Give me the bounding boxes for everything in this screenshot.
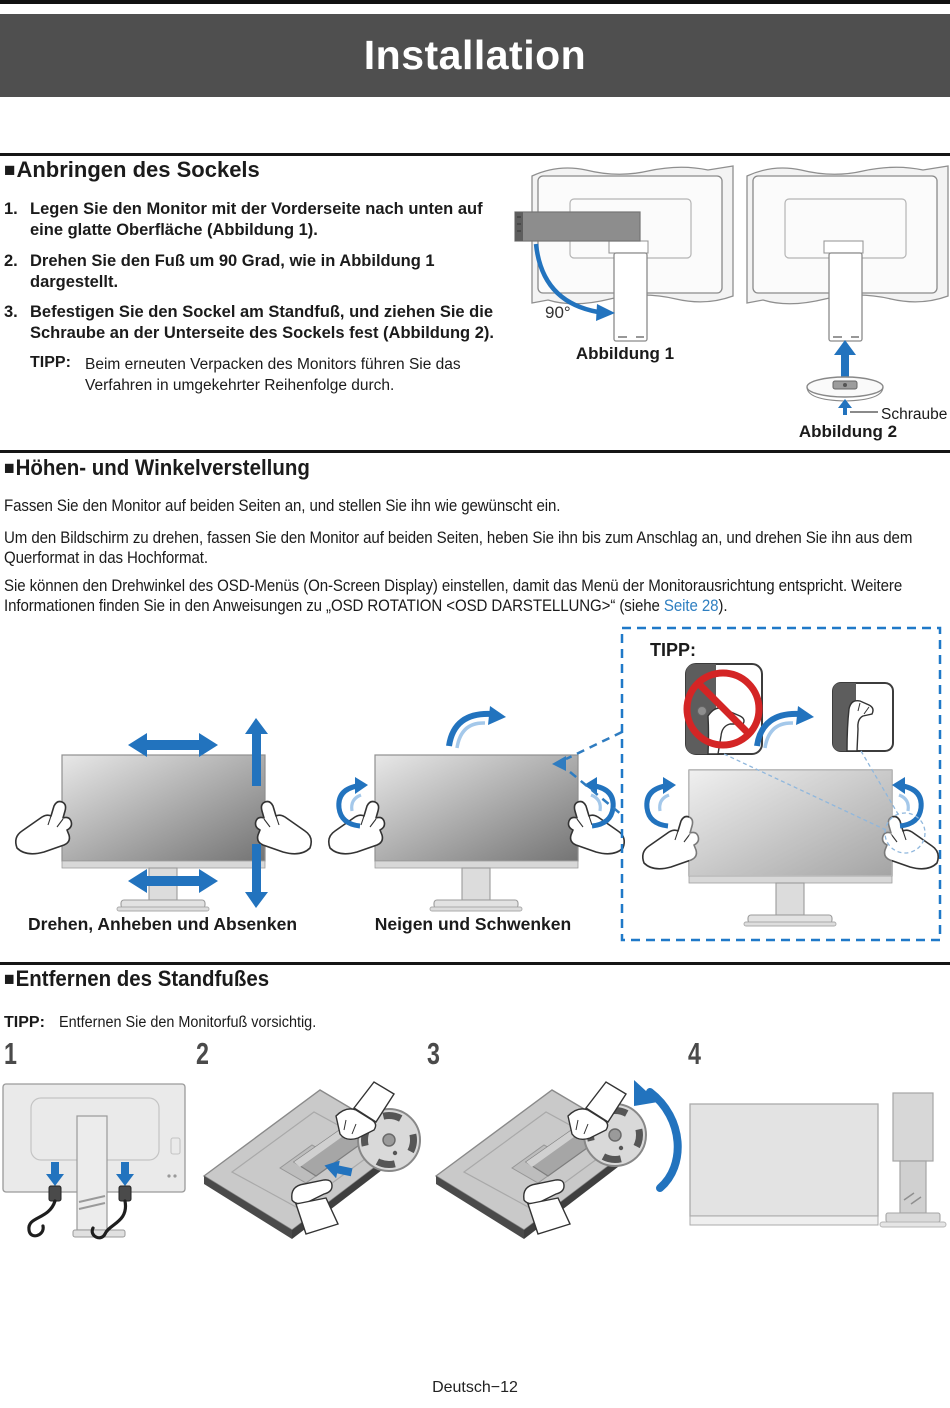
section-divider: [0, 962, 950, 965]
horizontal-double-arrow-icon: [128, 733, 218, 757]
section-bullet-icon: ■: [4, 458, 15, 479]
section-bullet-icon: ■: [4, 160, 16, 181]
section1-heading: ■Anbringen des Sockels: [4, 157, 260, 182]
figure1-caption: Abbildung 1: [575, 344, 675, 363]
curved-lift-arrow-icon: [650, 1092, 678, 1188]
caption-raise-lower: Drehen, Anheben und Absenken: [28, 914, 298, 934]
step-text: Befestigen Sie den Sockel am Standfuß, und ziehen Sie die Schraube an der Unterseite des Sockels fest (Abbildung 2).: [30, 303, 494, 342]
step-text: Legen Sie den Monitor mit der Vorderseite nach unten auf eine glatte Oberfläche (Abbildung 1).: [30, 200, 483, 239]
diagram-tilt-swivel: [329, 706, 624, 911]
stand-horizontal-bar: [515, 212, 640, 241]
paragraph-1: Fassen Sie den Monitor auf beiden Seiten an, und stellen Sie ihn wie gewünscht ein.: [4, 497, 561, 515]
page-footer: Deutsch−12: [432, 1379, 518, 1396]
tip-box: [622, 628, 940, 940]
cable: [29, 1201, 55, 1236]
abbildung2-drawing: [747, 166, 948, 415]
paragraph-2: Um den Bildschirm zu drehen, fassen Sie den Monitor auf beiden Seiten, heben Sie ihn bis zum Anschlag an, und drehen Sie ihn aus dem Querformat in das Hochformat.: [4, 529, 913, 567]
step-number: 3.: [4, 303, 18, 321]
paragraph-3: Sie können den Drehwinkel des OSD-Menüs (On-Screen Display) einstellen, damit das Menü der Monitorausrichtung entspricht. Weitere Informationen finden Sie in den Anweisungen zu „OSD ROTATION <OSD DARSTELLUNG>“ (siehe Seite 28).: [4, 577, 903, 615]
inset-do-not-press-screen: [686, 664, 762, 754]
tip-label: TIPP:: [4, 1014, 45, 1031]
figure-number-2: 2: [196, 1036, 209, 1071]
figure-stand-removal-steps: [0, 1078, 950, 1263]
tip-label: TIPP:: [30, 354, 71, 371]
figure2-caption: Abbildung 2: [798, 422, 898, 441]
section-bullet-icon: ■: [4, 969, 15, 990]
diagram-raise-lower: [16, 718, 311, 911]
tip-box-label: TIPP:: [650, 640, 697, 660]
step-item-1: [4, 199, 514, 241]
step-item-2: [4, 251, 514, 293]
section-divider: [0, 450, 950, 453]
figure-separated-parts: [690, 1093, 946, 1227]
figure-stand-attachment: [500, 150, 950, 450]
page-banner: [0, 14, 950, 97]
section2-heading: ■Höhen- und Winkelverstellung: [4, 455, 310, 480]
screw-arrow-icon: [838, 399, 852, 415]
step-number: 2.: [4, 252, 18, 270]
page-title: Installation: [363, 32, 587, 78]
angle-label: 90°: [545, 303, 571, 322]
figure-press-release: [204, 1082, 420, 1239]
figure-number-1: 1: [4, 1036, 17, 1071]
tip-note-1: [30, 354, 500, 396]
tip-text: Beim erneuten Verpacken des Monitors führen Sie das Verfahren in umgekehrter Reihenfolge durch.: [85, 356, 461, 394]
paragraph-3-text: Sie können den Drehwinkel des OSD-Menüs (On-Screen Display) einstellen, damit das Menü der Monitorausrichtung entspricht. Weitere Informationen finden Sie in den Anweisungen zu „OSD ROTATION <OSD DARSTELLUNG>“ (siehe: [4, 577, 903, 615]
up-arrow-icon: [834, 340, 856, 378]
tip-text: Entfernen Sie den Monitorfuß vorsichtig.: [59, 1014, 317, 1031]
caption-tilt-swivel: Neigen und Schwenken: [374, 914, 572, 934]
figure-number-3: 3: [427, 1036, 440, 1071]
figure-lift-stand: [436, 1080, 678, 1239]
step-item-3: [4, 302, 514, 344]
detached-panel: [690, 1104, 878, 1216]
tip-note-3: [4, 1014, 504, 1032]
top-border-bar: [0, 0, 950, 4]
figure-number-4: 4: [688, 1036, 701, 1071]
screw-label: Schraube: [881, 406, 948, 423]
section3-heading: ■Entfernen des Standfußes: [4, 966, 270, 991]
page-28-link[interactable]: Seite 28: [663, 597, 719, 615]
step-number: 1.: [4, 200, 18, 218]
figure-adjustment-diagrams: [0, 618, 950, 963]
step-text: Drehen Sie den Fuß um 90 Grad, wie in Abbildung 1 dargestellt.: [30, 252, 435, 291]
figure-disconnect-cables: [3, 1084, 185, 1238]
inset-grip-edge: [833, 683, 893, 751]
detached-stand: [880, 1093, 946, 1227]
